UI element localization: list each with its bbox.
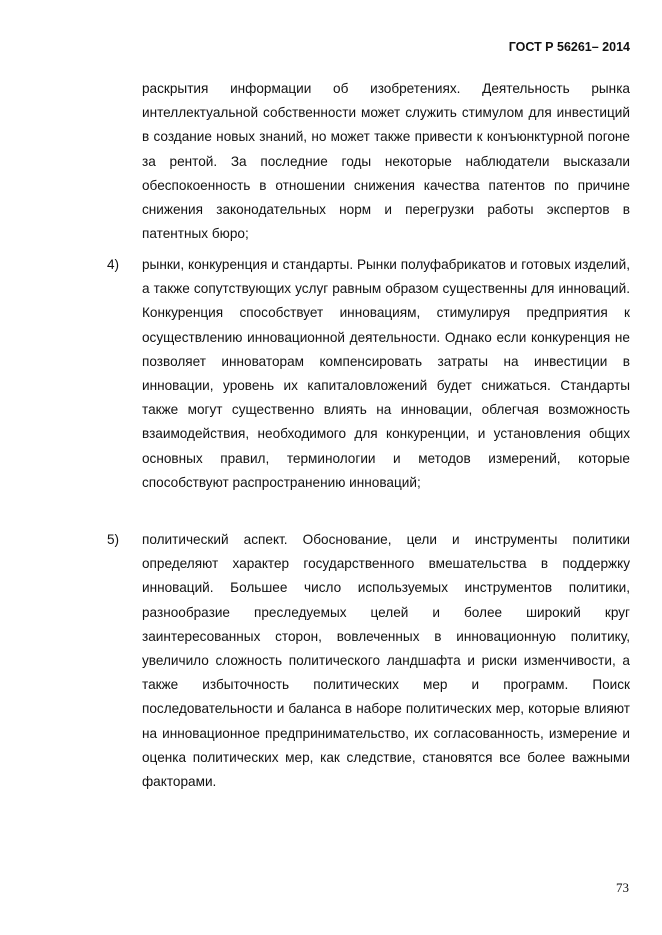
standard-designation: ГОСТ Р 56261– 2014	[508, 40, 630, 54]
continuation-paragraph: раскрытия информации об изобретениях. Деятельность рынка интеллектуальной собственности может служить стимулом для инвестиций в создание новых знаний, но может также привести к конъюнктурной погоне за рентой. За последние годы некоторые наблюдатели высказали обеспокоенность в отношении снижения качества патентов по причине снижения законодательных норм и перегрузки работы экспертов в патентных бюро;	[142, 81, 630, 242]
list-item-5-text: политический аспект. Обоснование, цели и инструменты политики определяют характер государственного вмешательства в поддержку инноваций. Большее число используемых инструментов политики, разнообразие преследуемых целей и более широкий круг заинтересованных сторон, вовлеченных в инновационную политику, увеличило сложность политического ландшафта и риски изменчивости, а также избыточность политических мер и программ. Поиск последовательности и баланса в наборе политических мер, которые влияют на инновационное предпринимательство, их согласованность, измерение и оценка политических мер, как следствие, становятся все более важными факторами.	[142, 532, 630, 790]
list-item-marker-5: 5)	[107, 532, 120, 547]
document-header	[509, 40, 630, 54]
list-item-marker-4: 4)	[107, 257, 120, 272]
list-item-4-text: рынки, конкуренция и стандарты. Рынки полуфабрикатов и готовых изделий, а также сопутствующих услуг равным образом существенны для инноваций. Конкуренция способствует инновациям, стимулируя предприятия к осуществлению инновационной деятельности. Однако если конкуренция не позволяет инноваторам компенсировать затраты на инвестиции в инновации, уровень их капиталовложений будет снижаться. Стандарты также могут существенно влиять на инновации, облегчая возможность взаимодействия, необходимого для конкуренции, и установления общих основных правил, терминологии и методов измерений, которые способствуют распространению инноваций;	[142, 257, 630, 490]
page-number: 73	[616, 880, 629, 895]
